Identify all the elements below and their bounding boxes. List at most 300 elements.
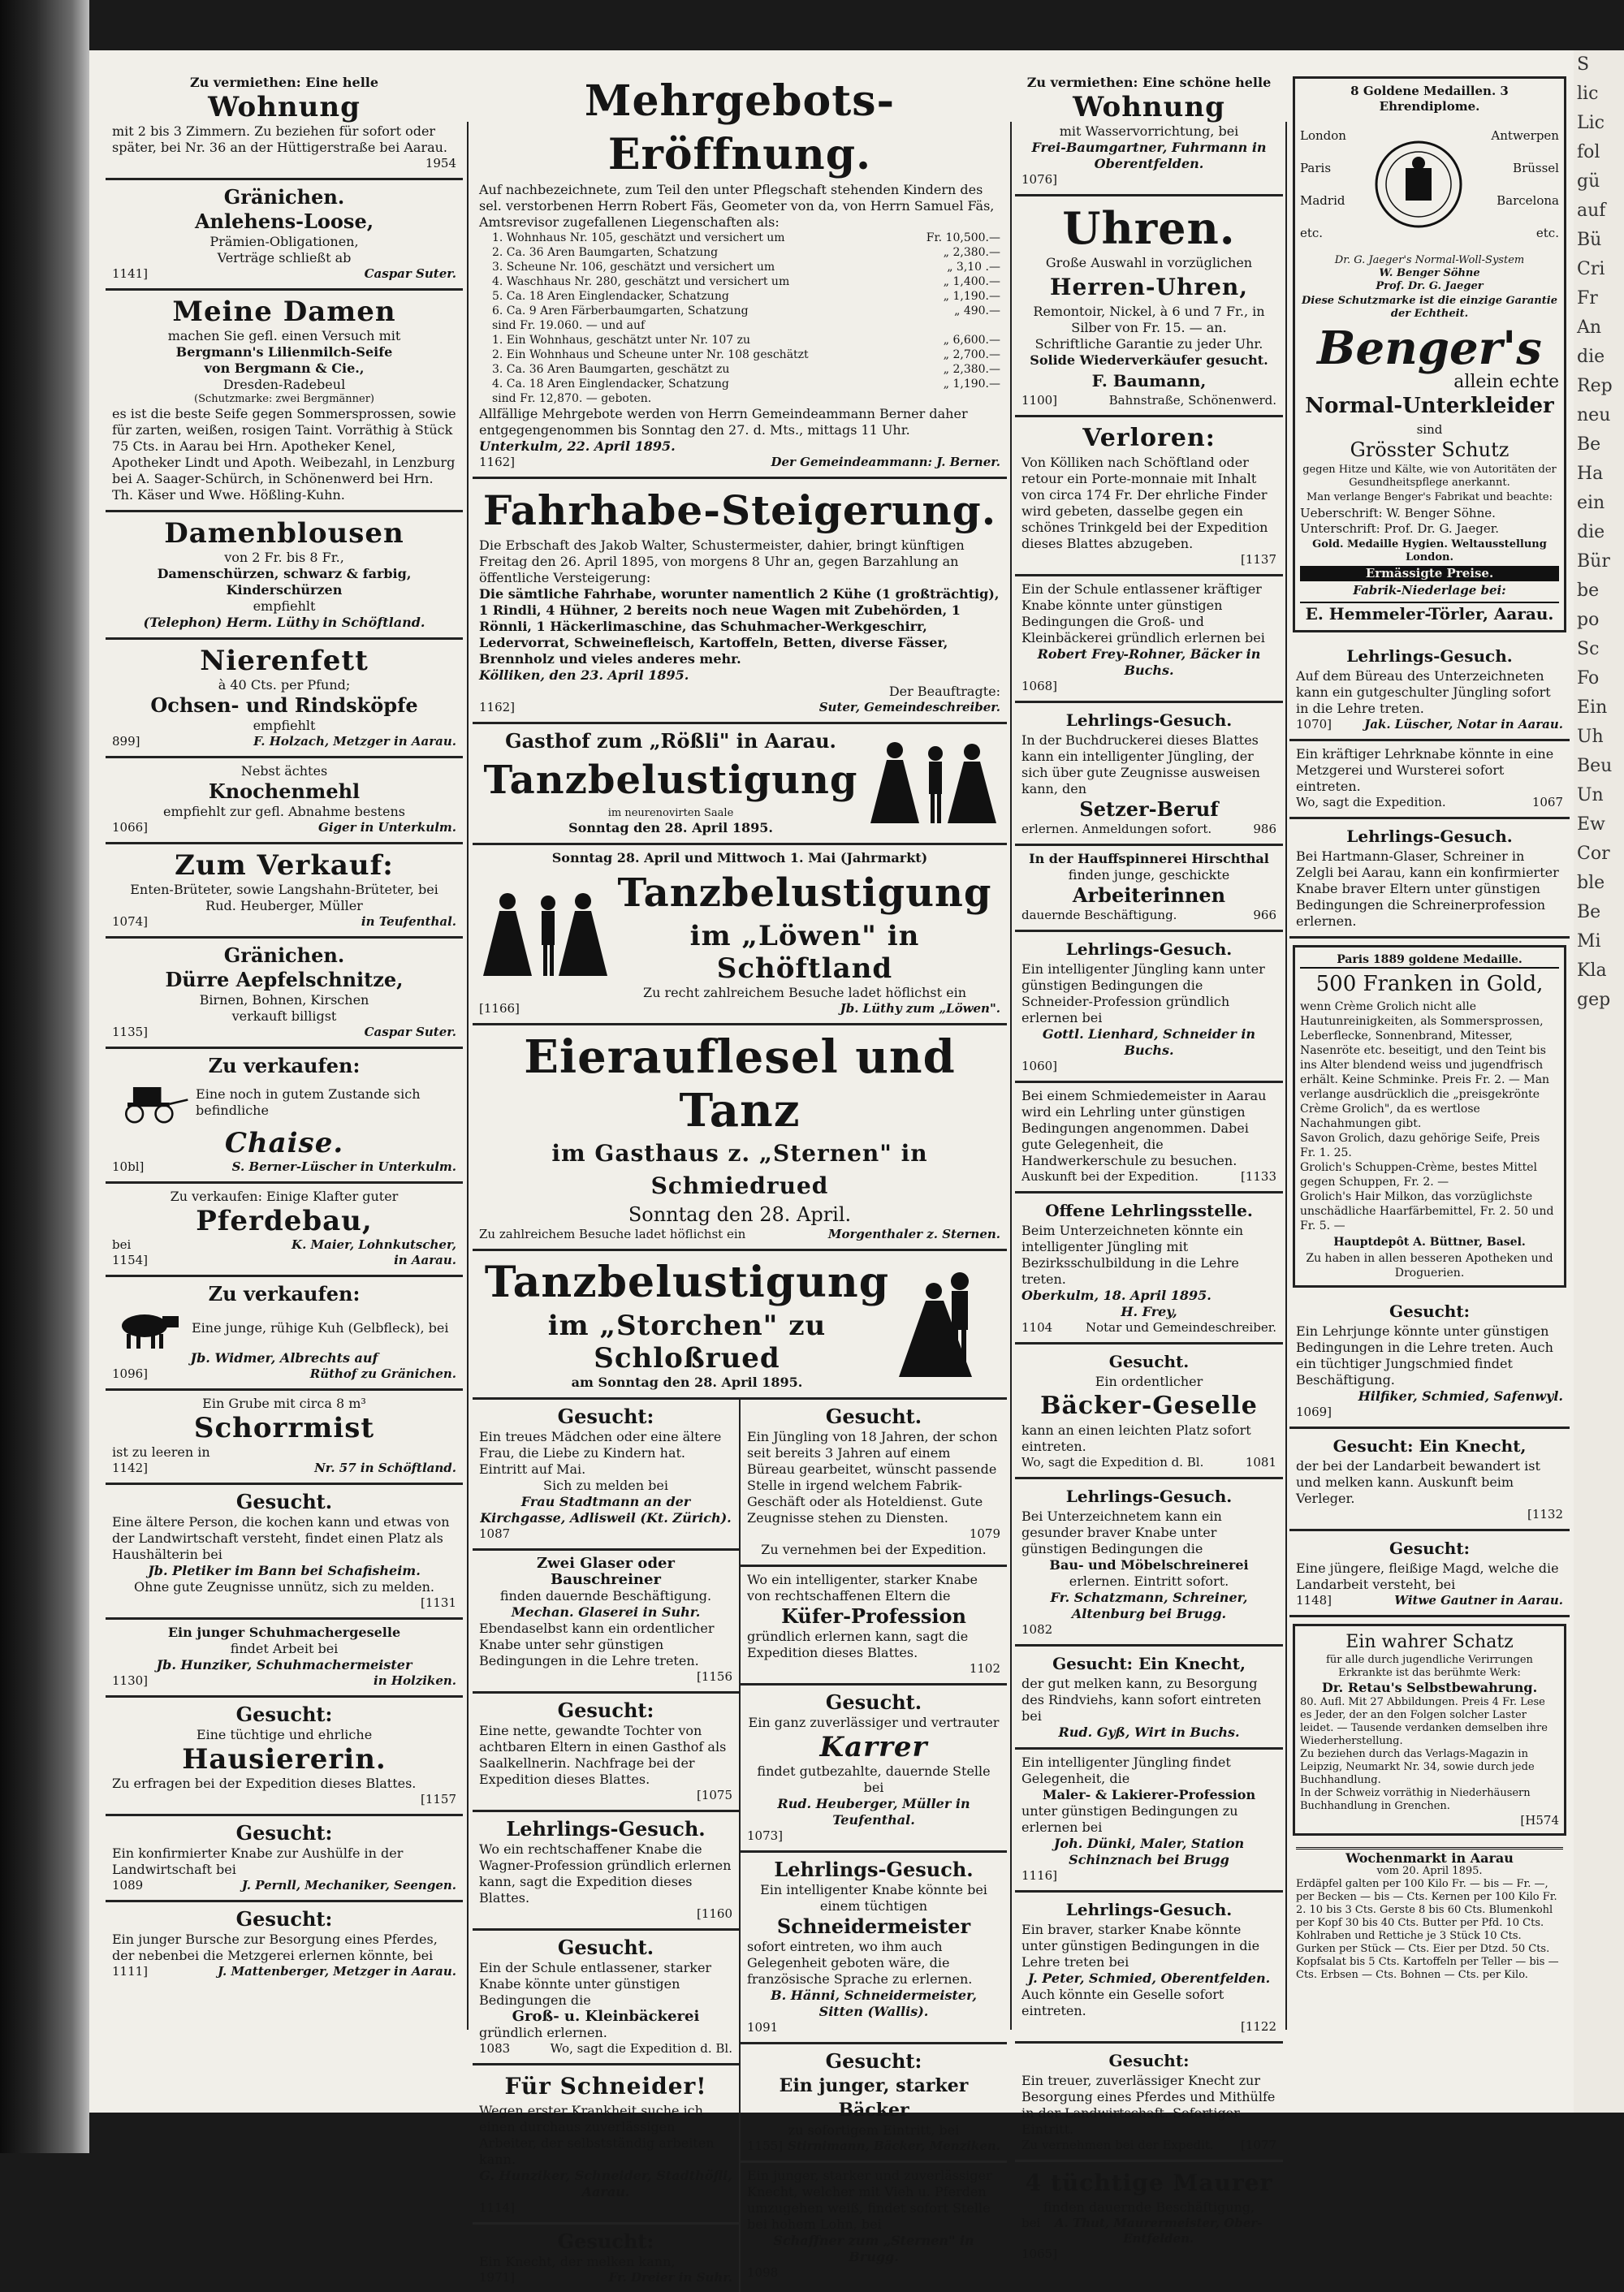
adjacent-page-fragment: Rep (1577, 376, 1613, 396)
ad-maedchen (473, 1400, 739, 1551)
ad-signature: A. Thut, Maurermeister, Ober-Entfelden. (1054, 2216, 1263, 2246)
ad-karrer (741, 1686, 1007, 1853)
ad-place: Gränichen. (223, 943, 345, 967)
ad-title: Gesucht. (1108, 1352, 1190, 1371)
property-value: „ 1,190.— (943, 290, 1000, 303)
seal-text: Dr. G. Jaeger's Normal-Woll-System (1334, 254, 1525, 266)
cow-icon (112, 1306, 185, 1350)
ad-text: Ermässigte Preise. (1300, 566, 1559, 581)
ad-signature: Fr. Schatzmann, Schreiner, Altenburg bei Brugg. (1050, 1590, 1248, 1621)
ad-number: 1066] (112, 820, 149, 835)
ad-text: Ein ganz zuverlässiger und vertrauter (748, 1715, 1000, 1730)
ad-text: Ein ordentlicher (1095, 1374, 1203, 1389)
ad-text: Unterschrift: Prof. Dr. G. Jaeger. (1300, 521, 1500, 536)
adjacent-page-fragment: gep (1577, 990, 1611, 1010)
ad-signature: J. Mattenberger, Metzger in Aarau. (218, 1964, 456, 1979)
ad-kleinbaeckerei (473, 1931, 739, 2065)
ad-text: Bei Hartmann-Glaser, Schreiner in Zelgli bei Aarau, kann ein konfirmierter Knabe braver Eltern unter günstigen Bedingungen die Schreinerprofession erlernen. (1296, 848, 1559, 929)
ad-title: Gesucht. (235, 1490, 333, 1513)
ad-signature: Robert Frey-Rohner, Bäcker in Buchs. (1037, 646, 1261, 678)
adjacent-page-fragment: fol (1577, 142, 1600, 162)
ad-knecht-pferd (1015, 2044, 1283, 2162)
ad-number: 1067 (1531, 795, 1563, 809)
ad-company: von Bergmann & Cie., (204, 360, 365, 376)
adjacent-page-fragment: gü (1577, 171, 1600, 192)
ad-text: Auskunft bei der Expedition. (1021, 1169, 1199, 1184)
ad-headline: 500 Franken in Gold, (1315, 972, 1544, 996)
ad-headline: Hausiererin. (182, 1743, 387, 1776)
ad-headline: Knochenmehl (208, 779, 361, 803)
column-rule (1010, 122, 1012, 2030)
ad-signature: Frei-Baumgartner, Fuhrmann in Oberentfelden. (1031, 140, 1267, 171)
property-item (492, 260, 1000, 274)
ad-magd (1289, 1531, 1570, 1617)
property-item (492, 377, 1000, 391)
ad-text: Solide Wiederverkäufer gesucht. (1030, 352, 1268, 368)
ad-text: finden dauernde Beschäftigung. (499, 1588, 712, 1604)
ad-text: Ein treues Mädchen oder eine ältere Frau, die Liebe zu Kindern hat. Eintritt auf Mai. (479, 1429, 722, 1477)
ad-number: 1098 (747, 2265, 779, 2280)
property-value: Fr. 10,500.— (926, 231, 1000, 244)
ad-knecht-landarbeit (1289, 1429, 1570, 1531)
ad-arbeiterinnen (1015, 846, 1283, 932)
city-name: Paris (1300, 161, 1332, 175)
ad-number: 966 (1253, 908, 1276, 922)
ad-text: Ein intelligenter Knabe könnte bei einem tüchtigen (760, 1882, 987, 1914)
ad-headline: Groß- u. Kleinbäckerei (512, 2008, 700, 2025)
ad-maler-lakierer (1015, 1750, 1283, 1893)
property-desc: 4. Ca. 18 Aren Einglendacker, Schatzung (492, 378, 729, 391)
ad-text: Wo, sagt die Expedition. (1296, 795, 1446, 809)
ad-text: In der Buchdruckerei dieses Blattes kann ein intelligenter Jüngling, der sich über gute Zeugnisse ausweisen kann, den (1021, 732, 1260, 796)
ad-number: 1162] (479, 455, 516, 469)
ad-number: 1083 (479, 2041, 511, 2056)
ad-chaise (106, 1049, 463, 1184)
ad-headline: Fahrhabe-Steigerung. (482, 486, 997, 534)
city-name: Barcelona (1497, 193, 1559, 208)
ad-text: (Schutzmarke: zwei Bergmänner) (194, 393, 374, 405)
ad-baecker (741, 2044, 1007, 2163)
ad-signature: Wo, sagt die Expedition d. Bl. (550, 2041, 732, 2056)
ad-date: Sonntag den 28. April. (628, 1203, 852, 1226)
ad-metzgerei-lehrknabe (1289, 741, 1570, 819)
ad-text: Sich zu melden bei (543, 1478, 668, 1493)
adjacent-page-fragment: Fo (1577, 668, 1600, 688)
ad-title: Lehrlings-Gesuch. (1346, 646, 1513, 666)
ad-number: 1971] (479, 2270, 516, 2285)
property-value: „ 3,10 .— (947, 261, 1000, 274)
ad-text: Rud. Heuberger, Müller (205, 898, 363, 913)
ad-schuhmacher (106, 1620, 463, 1698)
ad-damenblousen (106, 512, 463, 640)
ad-headline: Uhren. (1062, 202, 1236, 254)
property-desc: 4. Waschhaus Nr. 280, geschätzt und versichert um (492, 275, 790, 288)
ad-schreinerprofession (1289, 819, 1570, 939)
ad-date: Sonntag 28. April und Mittwoch 1. Mai (Jahrmarkt) (551, 850, 928, 865)
ad-signature: Schaffner zum „Sternen" in Brugg. (773, 2233, 974, 2264)
dancing-couple-illustration (895, 1267, 1000, 1380)
ad-text: Ein junger, starker und zuverlässiger Knecht, welcher mit Vieh u. Pferden umzugehen weiß, findet sofort Stelle bei hohem Lohn, bei (747, 2168, 992, 2232)
ad-text: Nebst ächtes (240, 763, 328, 779)
ad-number: 1116] (1021, 1868, 1058, 1883)
ad-signature: Jak. Lüscher, Notar in Aarau. (1364, 717, 1563, 732)
adjacent-page-fragment: Ha (1577, 464, 1604, 484)
adjacent-page-fragment: Beu (1577, 756, 1613, 776)
ad-signature: J. Peter, Schmied, Oberentfelden. (1027, 1970, 1271, 1986)
ad-number: 1135] (112, 1025, 149, 1039)
ad-text: Allfällige Mehrgebote werden von Herrn Gemeindeammann Berner daher entgegengenommen bis Sonntag den 27. d. Mts., mittags 11 Uhr. (479, 406, 968, 438)
ad-text: finden dauernde Beschäftigung, (1043, 2199, 1255, 2215)
ad-text: Ebendaselbst kann ein ordentlicher Knabe unter sehr günstigen Bedingungen in die Lehre treten. (479, 1621, 715, 1668)
ad-text: Zu zahlreichem Besuche ladet höflichst ein (479, 1227, 746, 1241)
city-name: Antwerpen (1491, 128, 1559, 143)
ad-signature: Suter, Gemeindeschreiber. (818, 700, 1000, 714)
adjacent-page-fragment: Be (1577, 902, 1601, 922)
ad-number: 1070] (1296, 717, 1332, 732)
ad-number: 1148] (1296, 1593, 1332, 1608)
ad-text: Ein Jüngling von 18 Jahren, der schon seit bereits 3 Jahren auf einem Büreau gearbeitet, wünscht passende Stelle in irgend welchem Fabrik-Geschäft oder als Hoteldienst. Gute Zeugnisse stehen zu Diensten. (747, 1429, 998, 1526)
ad-product: Bergmann's Lilienmilch-Seife (175, 344, 393, 360)
ad-text: Die Erbschaft des Jakob Walter, Schustermeister, dahier, bringt künftigen Freitag den 26. April 1895, von morgens 8 Uhr an, gegen Barzahlung an öffentliche Versteigerung: (479, 537, 965, 585)
small-ads-right (741, 1400, 1007, 2292)
ad-number: [H574 (1520, 1813, 1559, 1828)
ad-text: Ein Lehrjunge könnte unter günstigen Bedingungen in die Lehre treten. Auch ein tüchtiger Jungschmied findet Beschäftigung. (1296, 1323, 1553, 1388)
ad-headline: Offene Lehrlingsstelle. (1045, 1201, 1253, 1220)
ad-headline: Für Schneider! (504, 2073, 707, 2100)
ad-subheadline: im „Storchen" zu Schloßrued (547, 1310, 827, 1375)
ad-text: Wo ein rechtschaffener Knabe die Wagner-Profession gründlich erlernen kann, sagt die Expedition dieses Blattes. (479, 1841, 732, 1906)
adjacent-page-fragment: Kla (1577, 960, 1607, 981)
ad-number: 1096] (112, 1366, 149, 1381)
ad-text: Eine tüchtige und ehrliche (196, 1727, 373, 1742)
property-value: „ 1,190.— (943, 378, 1000, 391)
ad-number: [1122 (1240, 2019, 1276, 2034)
ad-headline: Wohnung (208, 91, 361, 123)
ad-signature: Jb. Pletiker im Bann bei Schafisheim. (148, 1563, 421, 1578)
dancers-illustration (862, 734, 1000, 831)
book-binding (0, 0, 89, 2153)
property-item (492, 391, 1000, 406)
ad-subheadline: Grösster Schutz (1350, 438, 1510, 461)
ad-headline: Chaise. (224, 1127, 344, 1159)
ad-text: empfiehlt zur gefl. Abnahme bestens (163, 804, 405, 819)
ad-text: Gold. Medaille Hygien. Weltausstellung London. (1312, 538, 1547, 563)
ad-number: 1079 (969, 1526, 1000, 1541)
ad-text: Diese Schutzmarke ist die einzige Garantie der Echtheit. (1302, 295, 1557, 320)
city-name: etc. (1300, 226, 1324, 240)
ad-text: Bei einem Schmiedemeister in Aarau wird ein Lehrling unter günstigen Bedingungen angenommen. Dabei gute Gelegenheit, die Handwerkerschule zu besuchen. (1021, 1088, 1267, 1168)
ad-text: gründlich erlernen. (479, 2025, 607, 2040)
ad-signature: in Aarau. (394, 1253, 456, 1267)
ad-headline: Pferdebau, (196, 1205, 373, 1237)
ad-notar-lehrling (1289, 639, 1570, 741)
ad-place: Gränichen. (223, 185, 345, 209)
ad-text: Man verlange Benger's Fabrikat und beachte: (1307, 491, 1553, 503)
ad-title: Gesucht: (235, 1703, 333, 1726)
adjacent-page-fragment: Cor (1577, 844, 1610, 864)
property-item (492, 304, 1000, 318)
adjacent-page-fragment: die (1577, 347, 1605, 367)
property-desc: 3. Ca. 36 Aren Baumgarten, geschätzt zu (492, 363, 730, 376)
ad-number: 1155] (747, 2139, 784, 2153)
ad-headline: Damenblousen (164, 517, 404, 550)
ad-kuh (106, 1277, 463, 1391)
ad-text: Von Kölliken nach Schöftland oder retour ein Porte-monnaie mit Inhalt von circa 174 Fr. Der ehrliche Finder wird gebeten, dasselbe gegen ein schönes Trinkgeld bei der Expedition dieses Blattes abzugeben. (1021, 455, 1268, 551)
ad-signature: J. Pernll, Mechaniker, Seengen. (241, 1878, 456, 1893)
ad-headline: Karrer (819, 1731, 928, 1763)
ad-headline: Zwei Glaser oder Bauschreiner (537, 1555, 675, 1588)
ad-subheadline: Herren-Uhren, (1049, 274, 1248, 300)
ad-text: Ein der Schule entlassener, starker Knabe könnte unter günstigen Bedingungen die (479, 1960, 712, 2008)
adjacent-page-fragment: Sc (1577, 639, 1600, 659)
ad-date: Sonntag den 28. April 1895. (568, 820, 773, 835)
ad-bursche-metzgerei (106, 1902, 463, 1986)
ad-text: der bei der Landarbeit bewandert ist und melken kann. Auskunft beim Verleger. (1296, 1458, 1540, 1506)
adjacent-page-fragment: An (1577, 317, 1602, 338)
market-prices: Erdäpfel galten per 100 Kilo Fr. — bis — Fr. —, per Becken — bis — Cts. Kernen per 100 Kilo Fr. 2. 10 bis 3 Cts. Gerste 8 bis 60 Cts. Blumenkohl per Kopf 30 bis 40 Cts. Butter per Pfd. 10 Cts. Kohlraben und Rettiche je 3 Stück 10 Cts. Gurken per Stück — Cts. Eier per Dtzd. 50 Cts. Kopfsalat bis 5 Cts. Kartoffeln per Teller — bis — Cts. Erbsen — Cts. Bohnen — Cts. per Kilo. (1296, 1878, 1559, 1981)
adjacent-page-fragment: auf (1577, 201, 1606, 221)
ad-headline: Mehrgebots-Eröffnung. (584, 76, 896, 179)
ad-signature: Notar und Gemeindeschreiber. (1085, 1320, 1276, 1335)
ad-intro: Zu vermiethen: Eine helle (189, 75, 379, 90)
dancers-illustration (479, 885, 609, 982)
ad-text: für alle durch jugendliche Verirrungen Erkrankte ist das berühmte Werk: (1326, 1654, 1533, 1679)
ad-number: 1076] (1021, 172, 1058, 187)
ad-text: empfiehlt (253, 598, 316, 614)
city-name: London (1300, 128, 1346, 143)
ad-headline: Tanzbelustigung (483, 758, 858, 803)
ad-title: Lehrlings-Gesuch. (1065, 1487, 1233, 1506)
ad-knecht-suhr (473, 2225, 739, 2292)
ad-text: Eine noch in gutem Zustande sich befindliche (196, 1086, 421, 1118)
ad-number: 1073] (747, 1828, 784, 1843)
ad-pferdebau (106, 1184, 463, 1277)
ad-text: zu sofortigem Eintritt, bei (788, 2122, 960, 2138)
ad-signature: Jb. Hunziker, Schuhmachermeister (156, 1657, 412, 1673)
ad-awards: 8 Goldene Medaillen. 3 Ehrendiplome. (1350, 84, 1509, 114)
property-list (479, 231, 1000, 406)
property-item (492, 318, 1000, 333)
ad-headline: Normal-Unterkleider (1305, 394, 1554, 418)
ad-zum-verkauf (106, 844, 463, 939)
ad-signature: Rud. Heuberger, Müller in Teufenthal. (777, 1796, 970, 1828)
ad-number: 1100] (1021, 393, 1058, 408)
ad-headline: Eierauflesel und Tanz (524, 1030, 956, 1137)
ad-number: [1160 (696, 1906, 732, 1921)
ad-signature: in Holziken. (374, 1673, 456, 1688)
adjacent-page-fragment: Uh (1577, 727, 1604, 747)
ad-text: Ein Grube mit circa 8 m³ (202, 1396, 366, 1411)
ad-saalkellnerin (473, 1694, 739, 1812)
ad-text: Ochsen- und Rindsköpfe (150, 693, 418, 717)
ad-text: Zu verkaufen: Einige Klafter guter (170, 1189, 399, 1204)
adjacent-page-fragment: Be (1577, 434, 1601, 455)
ad-number: 1074] (112, 914, 149, 929)
ad-benger-normal-unterkleider (1293, 76, 1566, 632)
ad-title: Gesucht: Ein Knecht, (1332, 1436, 1527, 1456)
ad-tanz-storchen (473, 1251, 1007, 1400)
ad-signature: Hilfiker, Schmied, Safenwyl. (1358, 1388, 1563, 1404)
ad-number: 1087 (479, 1526, 511, 1541)
ad-headline: Dürre Aepfelschnitze, (165, 968, 404, 991)
property-desc: sind Fr. 12,870. — geboten. (492, 392, 652, 405)
ad-number: 1954 (425, 156, 456, 170)
ad-number: 1069] (1296, 1405, 1332, 1419)
ad-text: Auch könnte ein Geselle sofort eintreten. (1021, 1987, 1224, 2018)
ad-text: Große Auswahl in vorzüglichen (1045, 255, 1253, 270)
ad-intro: Zu vermiethen: Eine schöne helle (1026, 75, 1272, 90)
ad-text: à 40 Cts. per Pfund; (218, 677, 351, 693)
ad-text: erlernen. Anmeldungen sofort. (1021, 822, 1212, 836)
ad-text: Ein Knecht, der melken kann, (479, 2254, 676, 2269)
ad-signature: Gottl. Lienhard, Schneider in Buchs. (1042, 1026, 1256, 1058)
ad-text: Eine nette, gewandte Tochter von achtbaren Eltern in einen Gasthof als Saalkellnerin. Nachfrage bei der Expedition dieses Blattes. (479, 1723, 727, 1787)
ad-text: Hauptdepôt A. Büttner, Basel. (1333, 1236, 1526, 1249)
ad-number: 899] (112, 734, 140, 749)
adjacent-page-fragment: Un (1577, 785, 1604, 805)
ad-text: erlernen. Eintritt sofort. (1069, 1573, 1229, 1589)
wochenmarkt-aarau (1289, 1842, 1570, 1988)
signature-jaeger: Prof. Dr. G. Jaeger (1376, 280, 1484, 292)
ad-signature: Witwe Gautner in Aarau. (1394, 1593, 1563, 1608)
ad-text: Zu erfragen bei der Expedition dieses Blattes. (112, 1776, 417, 1791)
ad-text: bei (112, 1237, 132, 1252)
ad-text: Ein intelligenter Jüngling kann unter günstigen Bedingungen die Schneider-Profession gründlich erlernen bei (1021, 961, 1265, 1025)
ad-text: In der Hauffspinnerei Hirschthal (1029, 851, 1269, 866)
ad-signature: Bahnstraße, Schönenwerd. (1108, 393, 1276, 408)
adjacent-page-fragment: neu (1577, 405, 1611, 425)
ad-text: Bei Unterzeichnetem kann ein gesunder braver Knabe unter günstigen Bedingungen die (1021, 1509, 1222, 1556)
small-ads-grid (473, 1400, 1007, 2292)
ad-knochenmehl (106, 758, 463, 844)
adjacent-page-fragment: Ein (1577, 697, 1608, 718)
ad-date: Oberkulm, 18. April 1895. (1021, 1288, 1212, 1303)
ad-headline: Küfer-Profession (781, 1604, 966, 1628)
column-1 (106, 70, 463, 1986)
ad-signature: F. Holzach, Metzger in Aarau. (253, 734, 456, 749)
ad-awards: Paris 1889 goldene Medaille. (1300, 952, 1559, 969)
ad-headline: Zum Verkauf: (175, 849, 394, 882)
ad-text: gründlich erlernen kann, sagt die Expedition dieses Blattes. (747, 1629, 969, 1660)
ad-wahrer-schatz (1293, 1624, 1566, 1836)
ad-signature: Fr. Dreier in Suhr. (608, 2270, 732, 2285)
ad-text: Zu haben in allen besseren Apotheken und Droguerien. (1306, 1252, 1553, 1280)
property-item (492, 231, 1000, 245)
ad-number: 1111] (112, 1964, 149, 1979)
ad-eierauflesel (473, 1025, 1007, 1251)
property-item (492, 362, 1000, 377)
ad-text: Verträge schließt ab (217, 250, 352, 265)
ad-text: ist zu leeren in (112, 1444, 210, 1460)
ad-text: Ein treuer, zuverlässiger Knecht zur Besorgung eines Pferdes und Mithülfe in der Landwirtschaft. Sofortiger Eintritt. (1021, 2073, 1276, 2137)
ad-headline: Bäcker-Geselle (1040, 1392, 1258, 1420)
ad-signature: Joh. Dünki, Maler, Station Schinznach bei Brugg (1053, 1836, 1245, 1867)
ad-number: 1091 (747, 2020, 779, 2035)
ad-headline: 4 tüchtige Maurer (1025, 2169, 1273, 2196)
adjacent-page-fragment: lic (1577, 84, 1599, 104)
ad-text: Ein der Schule entlassener kräftiger Knabe könnte unter günstigen Bedingungen die Groß- und Kleinbäckerei gründlich erlernen bei (1021, 581, 1265, 645)
ad-uhren (1015, 196, 1283, 417)
ad-moebelschreinerei (1015, 1479, 1283, 1647)
ad-signature: Mechan. Glaserei in Suhr. (511, 1604, 701, 1620)
ad-number: 986 (1253, 822, 1276, 836)
ad-headline: Maler- & Lakierer-Profession (1042, 1787, 1256, 1802)
ad-number: 1081 (1245, 1455, 1276, 1470)
adjacent-page-fragment: Cri (1577, 259, 1605, 279)
ad-text: Wo ein intelligenter, starker Knabe von rechtschaffenen Eltern die (747, 1572, 978, 1604)
column-4 (1289, 70, 1570, 1988)
trademark-seal (1370, 127, 1467, 241)
ad-text: Ueberschrift: W. Benger Söhne. (1300, 506, 1496, 520)
ad-title: Gesucht: Ein Knecht, (1052, 1654, 1246, 1673)
city-list-right (1491, 119, 1559, 249)
adjacent-page-fragment: Ew (1577, 814, 1605, 835)
ad-title: Lehrlings-Gesuch. (1346, 827, 1513, 846)
property-value: „ 2,700.— (943, 348, 1000, 361)
ad-text: Dresden-Radebeul (222, 377, 346, 392)
ad-text: Beim Unterzeichneten könnte ein intelligenter Jüngling mit Bezirksschulbildung in die Lehre treten. (1021, 1223, 1244, 1287)
ad-headline: Anlehens-Loose, (194, 209, 374, 233)
ad-title: Gesucht: (235, 1821, 333, 1845)
brand-logo: Benger's (1317, 322, 1542, 375)
property-desc: 2. Ca. 36 Aren Baumgarten, Schatzung (492, 246, 719, 259)
ad-text: Damenschürzen, schwarz & farbig, Kinderschürzen (157, 566, 412, 598)
ad-text: Ohne gute Zeugnisse unnütz, sich zu melden. (134, 1579, 434, 1595)
carriage-icon (112, 1078, 189, 1127)
ad-title: Gesucht: (557, 2229, 654, 2253)
ad-verloren (1015, 417, 1283, 576)
ad-headline: Tanzbelustigung (617, 870, 992, 916)
ad-signature: Rüthof zu Gränichen. (309, 1366, 456, 1381)
ad-number: 1089 (112, 1878, 144, 1893)
ad-signature: G. Hunziker, Schneider, Stadthöfli, Aarau. (479, 2168, 732, 2199)
ad-number: 1142] (112, 1461, 149, 1475)
ad-schmiedemeister (1015, 1083, 1283, 1193)
property-item (492, 289, 1000, 304)
ad-signature: Rud. Gyß, Wirt in Buchs. (1058, 1724, 1240, 1740)
ad-subheadline: Dr. Retau's Selbstbewahrung. (1321, 1680, 1538, 1695)
ad-text: findet gutbezahlte, dauernde Stelle bei (757, 1763, 991, 1795)
property-desc: 5. Ca. 18 Aren Einglendacker, Schatzung (492, 290, 729, 303)
small-ads-left (473, 1400, 741, 2292)
ad-title: Gesucht: (1389, 1539, 1470, 1558)
ad-text: In der Schweiz vorräthig in Niederhäusern Buchhandlung in Grenchen. (1300, 1787, 1531, 1812)
ad-text: Zu beziehen durch das Verlags-Magazin in Leipzig, Neumarkt Nr. 34, sowie durch jede Buchhandlung. (1300, 1748, 1535, 1786)
ad-number: 1114] (479, 2200, 516, 2215)
ad-title: Lehrlings-Gesuch. (1065, 939, 1233, 959)
property-value: „ 1,400.— (943, 275, 1000, 288)
ad-text: verkauft billigst (231, 1008, 337, 1024)
ad-title: Gesucht: (1389, 1301, 1470, 1321)
ad-subheadline: im „Löwen" in Schöftland (689, 920, 920, 985)
ad-text: finden junge, geschickte (1068, 867, 1230, 883)
ad-headline: Setzer-Beruf (1079, 797, 1219, 821)
ad-text: findet Arbeit bei (230, 1641, 339, 1656)
ad-number: [1131 (420, 1595, 456, 1610)
ad-baecker-geselle (1015, 1345, 1283, 1479)
ad-text: von 2 Fr. bis 8 Fr., (224, 550, 344, 565)
ad-kuefer (741, 1567, 1007, 1686)
adjacent-page-fragment: S (1577, 54, 1590, 75)
ad-text: der gut melken kann, zu Besorgung des Rindviehs, kann sofort eintreten bei (1021, 1676, 1262, 1724)
ad-signature: Stirnimann, Bäcker, Menziken. (788, 2139, 1000, 2153)
ad-text: Remontoir, Nickel, à 6 und 7 Fr., in Silber von Fr. 15. — an. (1033, 304, 1265, 335)
ad-signature: Caspar Suter. (364, 266, 456, 281)
ad-headline: Ein junger, starker Bäcker (779, 2075, 969, 2121)
ad-text: Ein braver, starker Knabe könnte unter günstigen Bedingungen in die Lehre treten bei (1021, 1922, 1260, 1970)
ad-text: Die sämtliche Fahrhabe, worunter namentlich 2 Kühe (1 großträchtig), 1 Rindli, 4 Hühner, 2 bereits noch neue Wagen mit Zubehörden, 1 Rönnli, 1 Häckerlimaschine, das Schuhmacher-Werkgeschirr, Ledervorrat, Schweinefleisch, Kartoffeln, Betten, diverse Fässer, Brennholz und vieles anderes mehr. (479, 586, 1000, 667)
ad-wagner (473, 1812, 739, 1931)
